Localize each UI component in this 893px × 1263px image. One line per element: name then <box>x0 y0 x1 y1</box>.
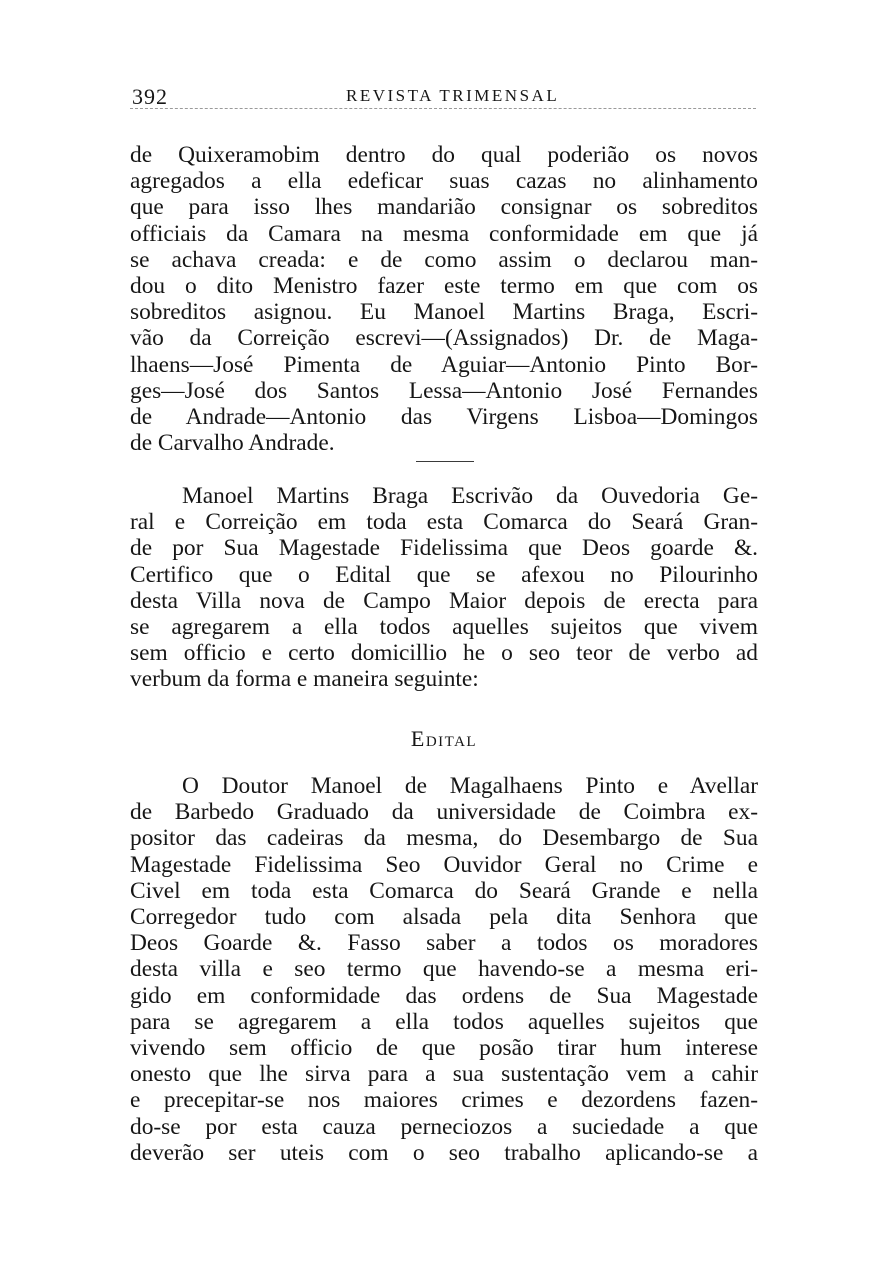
text-line: vão da Correição escrevi—(Assignados) Dr. de Maga- <box>130 325 758 352</box>
paragraph-continued-term <box>130 142 758 456</box>
text-line: gido em conformidade das ordens de Sua Magestade <box>130 982 758 1009</box>
text-line: verbum da forma e maneira seguinte: <box>130 666 479 693</box>
text-line: ral e Correição em toda esta Comarca do Seará Gran- <box>130 509 758 536</box>
text-line: Deos Goarde &. Fasso saber a todos os moradores <box>130 930 758 957</box>
text-line: positor das cadeiras da mesma, do Desembargo de Sua <box>130 825 758 852</box>
text-line: dou o dito Menistro fazer este termo em que com os <box>130 273 758 300</box>
section-divider <box>416 461 474 462</box>
text-line: se agregarem a ella todos aquelles sujeitos que vivem <box>130 614 758 641</box>
text-line: desta Villa nova de Campo Maior depois de erecta para <box>130 587 758 614</box>
text-line: de Barbedo Graduado da universidade de Coimbra ex- <box>130 799 758 826</box>
text-line: sem officio e certo domicillio he o seo teor de verbo ad <box>130 640 758 667</box>
text-line: se achava creada: e de como assim o declarou man- <box>130 246 758 273</box>
text-line: Civel em toda esta Comarca do Seará Grande e nella <box>130 877 758 904</box>
page-number: 392 <box>132 84 168 109</box>
text-line: que para isso lhes mandarião consignar os sobreditos <box>130 194 758 221</box>
text-line: O Doutor Manoel de Magalhaens Pinto e Avellar <box>182 773 758 799</box>
text-line: de Carvalho Andrade. <box>130 430 335 457</box>
running-header <box>130 84 756 110</box>
paragraph-certificate <box>130 483 758 693</box>
header-rule <box>130 108 756 109</box>
text-line: para se agregarem a ella todos aquelles sujeitos que <box>130 1008 758 1035</box>
text-line: lhaens—José Pimenta de Aguiar—Antonio Pinto Bor- <box>130 351 758 378</box>
text-line: de por Sua Magestade Fidelissima que Deos goarde &. <box>130 535 758 562</box>
paragraph-edital <box>130 773 758 1166</box>
text-line: Manoel Martins Braga Escrivão da Ouvedoria Ge- <box>182 483 758 509</box>
running-title: REVISTA TRIMENSAL <box>346 86 560 105</box>
text-line: agregados a ella edeficar suas cazas no alinhamento <box>130 168 758 195</box>
text-line: do-se por esta cauza perneciozos a suciedade a que <box>130 1113 758 1140</box>
text-line: deverão ser uteis com o seo trabalho aplicando-se a <box>130 1139 758 1166</box>
text-line: de Quixeramobim dentro do qual poderião os novos <box>130 142 758 168</box>
text-line: de Andrade—Antonio das Virgens Lisboa—Domingos <box>130 404 758 431</box>
text-line: e precepitar-se nos maiores crimes e dezordens fazen- <box>130 1087 758 1114</box>
text-line: sobreditos asignou. Eu Manoel Martins Braga, Escri- <box>130 299 758 326</box>
text-line: desta villa e seo termo que havendo-se a mesma eri- <box>130 956 758 983</box>
text-line: vivendo sem officio de que posão tirar hum interese <box>130 1035 758 1062</box>
section-heading: Edital <box>410 726 478 751</box>
text-line: Magestade Fidelissima Seo Ouvidor Geral no Crime e <box>130 851 758 878</box>
text-line: onesto que lhe sirva para a sua sustentação vem a cahir <box>130 1061 758 1088</box>
text-line: Certifico que o Edital que se afexou no Pilourinho <box>130 561 758 588</box>
text-line: Corregedor tudo com alsada pela dita Senhora que <box>130 904 758 931</box>
text-line: officiais da Camara na mesma conformidade em que já <box>130 220 758 247</box>
text-line: ges—José dos Santos Lessa—Antonio José Fernandes <box>130 377 758 404</box>
